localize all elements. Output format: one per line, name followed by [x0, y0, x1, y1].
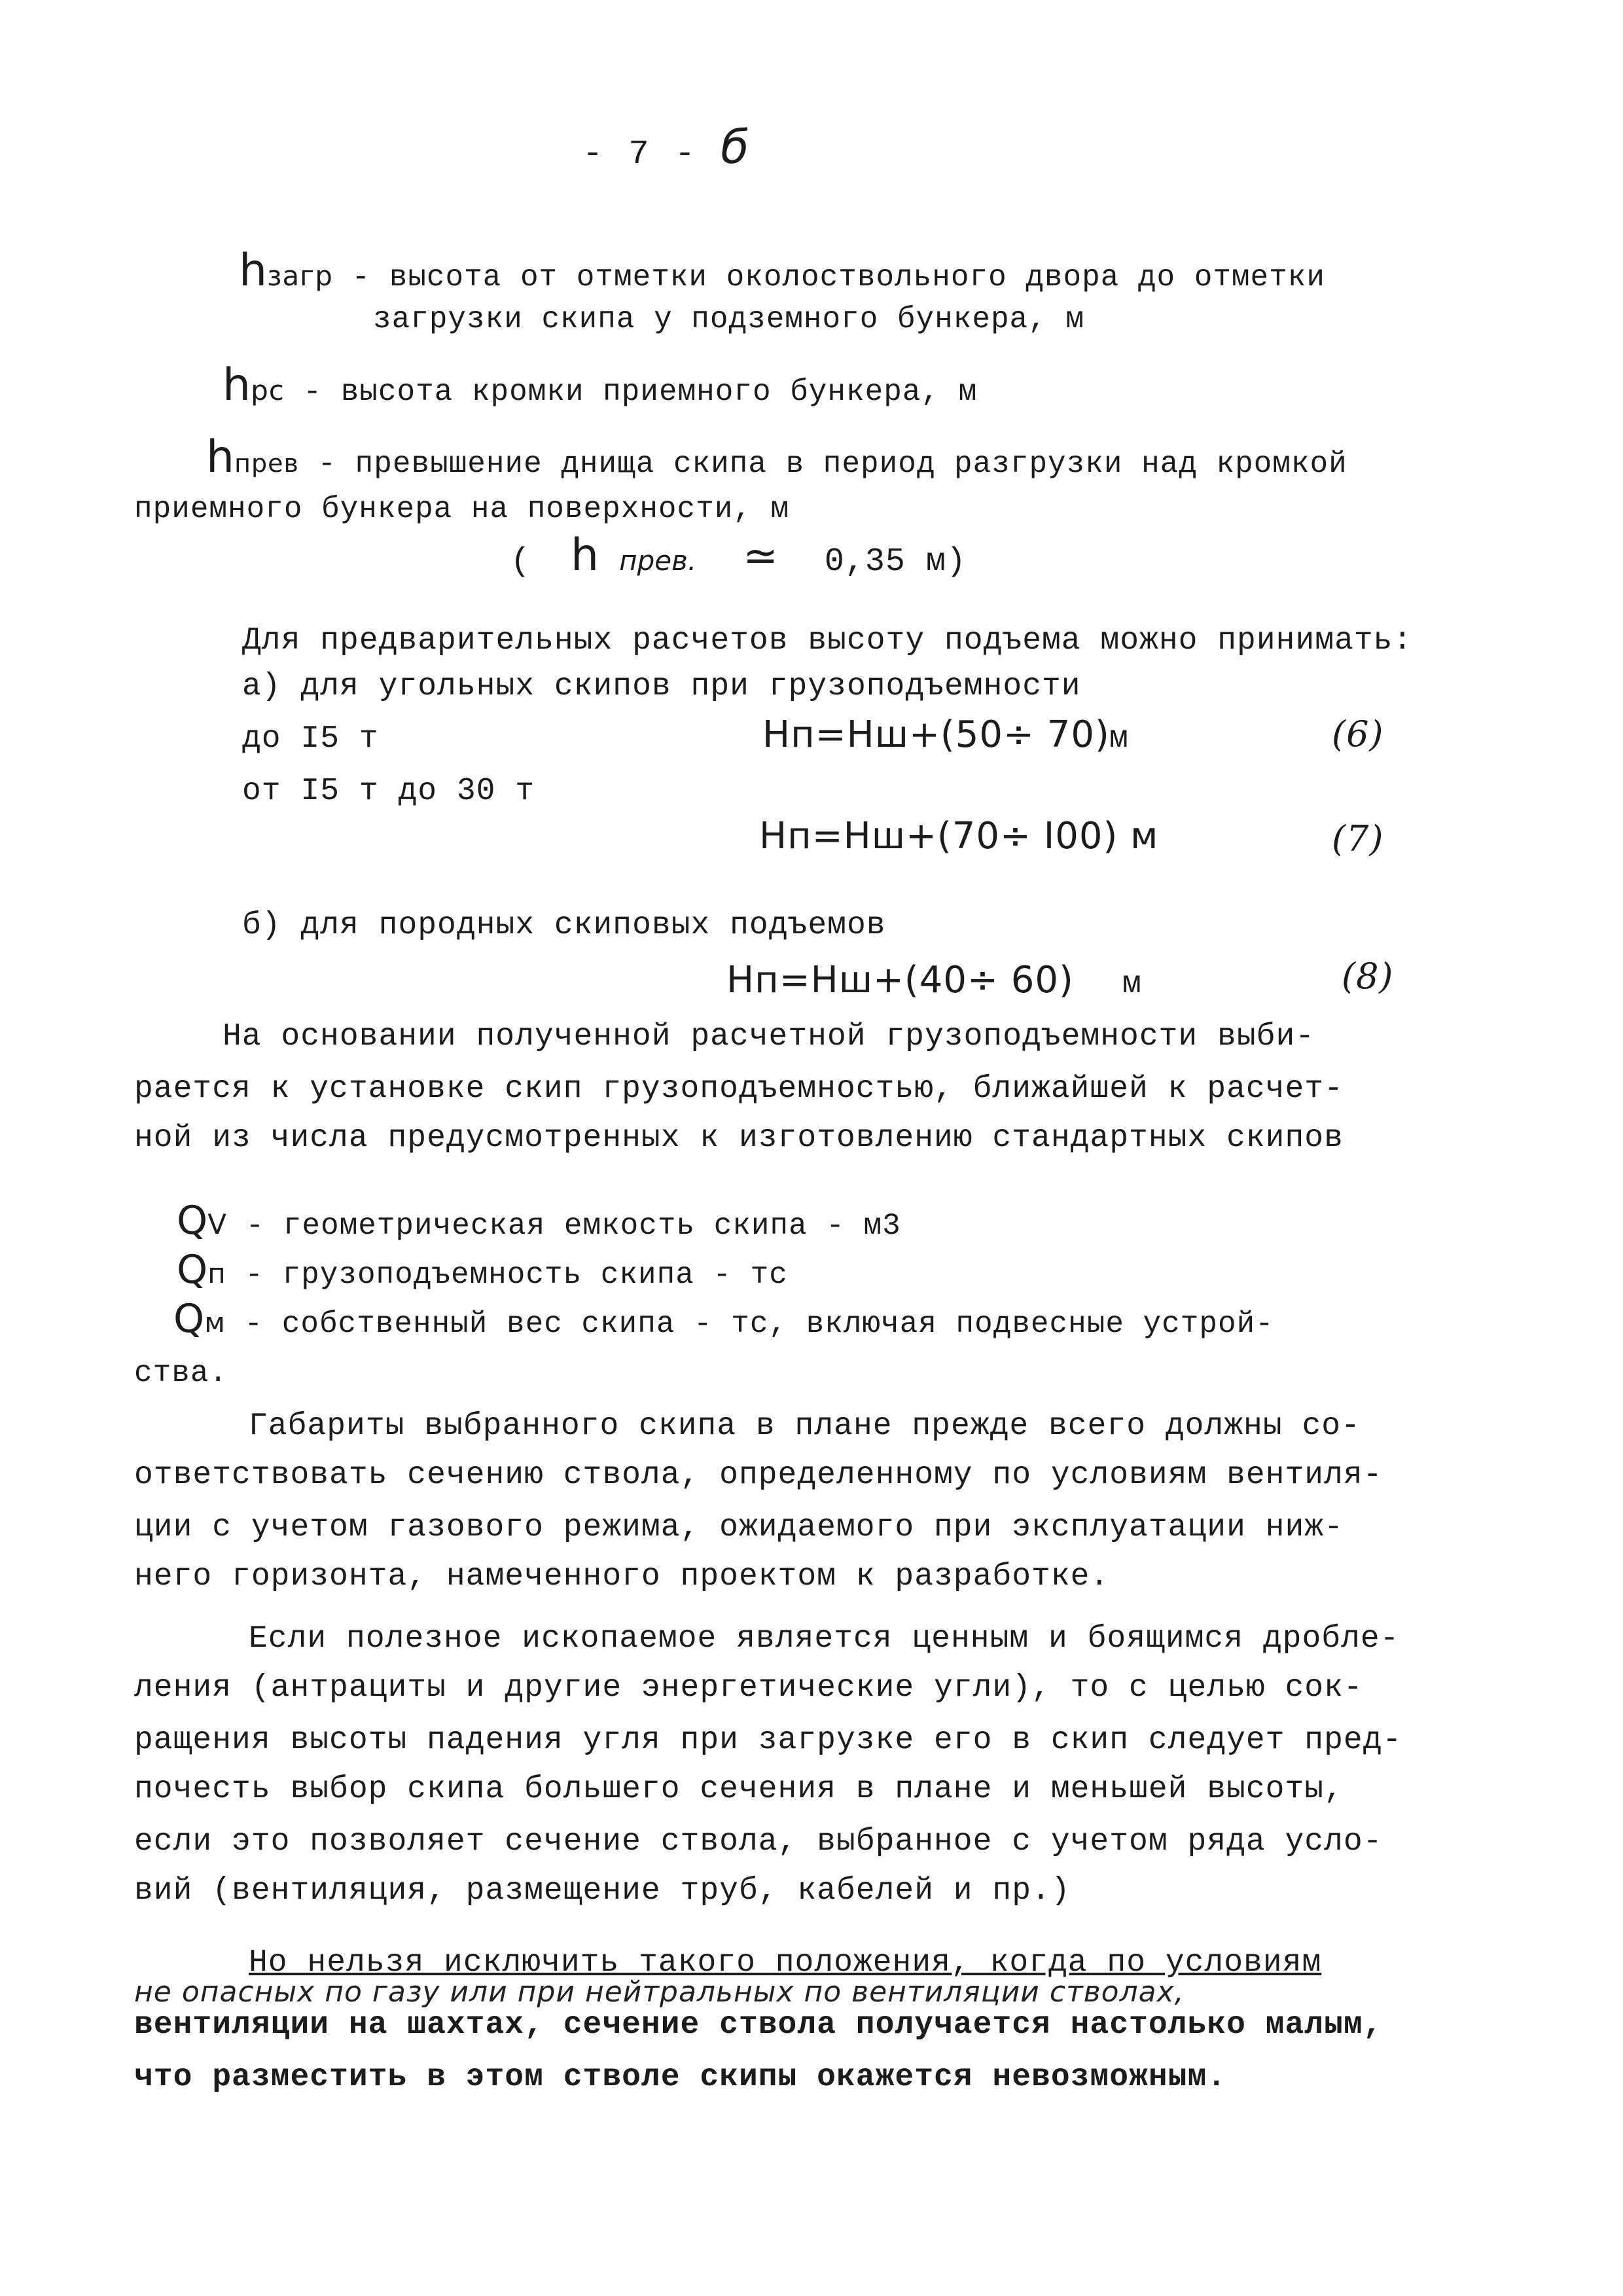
symbol-q: Q	[173, 1296, 205, 1342]
fragile-line-5: если это позволяет сечение ствола, выбранное с учетом ряда усло-	[134, 1824, 1383, 1859]
formula-6-unit: м	[1109, 721, 1129, 757]
definition-h-rs	[223, 359, 978, 411]
handwritten-insertion: не опасных по газу или при нейтральных по вентиляции стволах,	[134, 1975, 1185, 2009]
skip-param-weight	[173, 1296, 1274, 1342]
selection-line-3: ной из числа предусмотренных к изготовлению стандартных скипов	[134, 1121, 1344, 1156]
note-value: 0,35 м)	[824, 543, 967, 581]
symbol-h: h	[206, 431, 235, 483]
item-a: а) для угольных скипов при грузоподъемности	[242, 669, 1081, 704]
subscript-m: м	[204, 1306, 226, 1338]
range-15-to-30: от I5 т до 30 т	[242, 774, 535, 809]
fragile-line-1: Если полезное ископаемое является ценным и боящимся дробле-	[249, 1621, 1400, 1657]
subscript-p: п	[207, 1257, 226, 1289]
final-line-3: что разместить в этом стволе скипы окажется невозможным.	[134, 2060, 1227, 2095]
fragile-line-4: почесть выбор скипа большего сечения в плане и меньшей высоты,	[134, 1772, 1344, 1807]
equation-number-6: (6)	[1332, 713, 1384, 755]
note-subscript: прев.	[619, 545, 697, 577]
fragile-line-6: вий (вентиляция, размещение труб, кабелей и пр.)	[134, 1873, 1071, 1909]
fragile-line-2: ления (антрациты и другие энергетические угли), то с целью сок-	[134, 1670, 1363, 1706]
h-prev-note	[510, 529, 967, 581]
dimensions-line-1: Габариты выбранного скипа в плане прежде всего должны со-	[249, 1408, 1361, 1444]
formula-8: Hп=Hш+(40÷ 60)	[726, 959, 1074, 1001]
definition-h-prev-line2: приемного бункера на поверхности, м	[134, 492, 790, 526]
symbol-h: h	[223, 359, 251, 411]
symbol-q: Q	[177, 1247, 208, 1293]
page-number	[582, 120, 749, 174]
page-number-text: - 7 -	[582, 135, 698, 173]
item-b: б) для породных скиповых подъемов	[242, 908, 886, 943]
definition-text: - высота от отметки околоствольного двора до отметки	[351, 260, 1325, 295]
dimensions-line-4: него горизонта, намеченного проектом к разработке.	[134, 1559, 1110, 1594]
definition-h-prev	[206, 431, 1347, 483]
final-line-2: вентиляции на шахтах, сечение ствола получается настолько малым,	[134, 2007, 1383, 2043]
definition-h-zagr-line2: загрузки скипа у подземного бункера, м	[373, 302, 1084, 336]
preliminary-intro: Для предварительных расчетов высоту подъема можно принимать:	[242, 623, 1413, 658]
equation-number-7: (7)	[1332, 818, 1384, 859]
equation-number-8: (8)	[1342, 956, 1394, 997]
page-number-suffix: б	[721, 120, 749, 174]
definition-text: - превышение днища скипа в период разгрузки над кромкой	[317, 447, 1347, 481]
note-open-paren: (	[510, 543, 531, 581]
formula-7: Hп=Hш+(70÷ I00) м	[759, 815, 1159, 857]
note-symbol-h: h	[571, 529, 599, 581]
symbol-h: h	[239, 245, 268, 296]
formula-6: Hп=Hш+(50÷ 70)	[762, 713, 1110, 756]
skip-param-text: - собственный вес скипа - тс, включая подвесные устрой-	[244, 1307, 1274, 1341]
symbol-q: Q	[177, 1198, 208, 1244]
approx-symbol: ≃	[743, 532, 778, 581]
definition-text: - высота кромки приемного бункера, м	[303, 375, 978, 409]
dimensions-line-2: ответствовать сечению ствола, определенному по условиям вентиля-	[134, 1458, 1383, 1493]
subscript-zagr: загр	[267, 260, 333, 292]
subscript-prev: прев	[234, 449, 299, 478]
dimensions-line-3: ции с учетом газового режима, ожидаемого при эксплуатации ниж-	[134, 1510, 1344, 1545]
skip-param-capacity	[177, 1247, 788, 1293]
skip-param-volume	[177, 1198, 901, 1244]
skip-params-tail: ства.	[134, 1356, 228, 1390]
range-up-to-15: до I5 т	[242, 721, 379, 757]
fragile-line-3: ращения высоты падения угля при загрузке его в скип следует пред-	[134, 1723, 1402, 1758]
selection-line-1: На основании полученной расчетной грузоподъемности выби-	[223, 1019, 1315, 1054]
skip-param-text: - грузоподъемность скипа - тс	[245, 1258, 788, 1292]
definition-h-zagr	[239, 245, 1325, 296]
skip-param-text: - геометрическая емкость скипа - м3	[245, 1209, 901, 1243]
selection-line-2: рается к установке скип грузоподъемностью, ближайшей к расчет-	[134, 1071, 1344, 1107]
formula-8-unit: м	[1122, 967, 1142, 1002]
final-line-1: Но нельзя исключить такого положения, когда по условиям	[249, 1945, 1322, 1981]
subscript-v: V	[207, 1208, 227, 1240]
subscript-rs: рс	[251, 374, 285, 406]
